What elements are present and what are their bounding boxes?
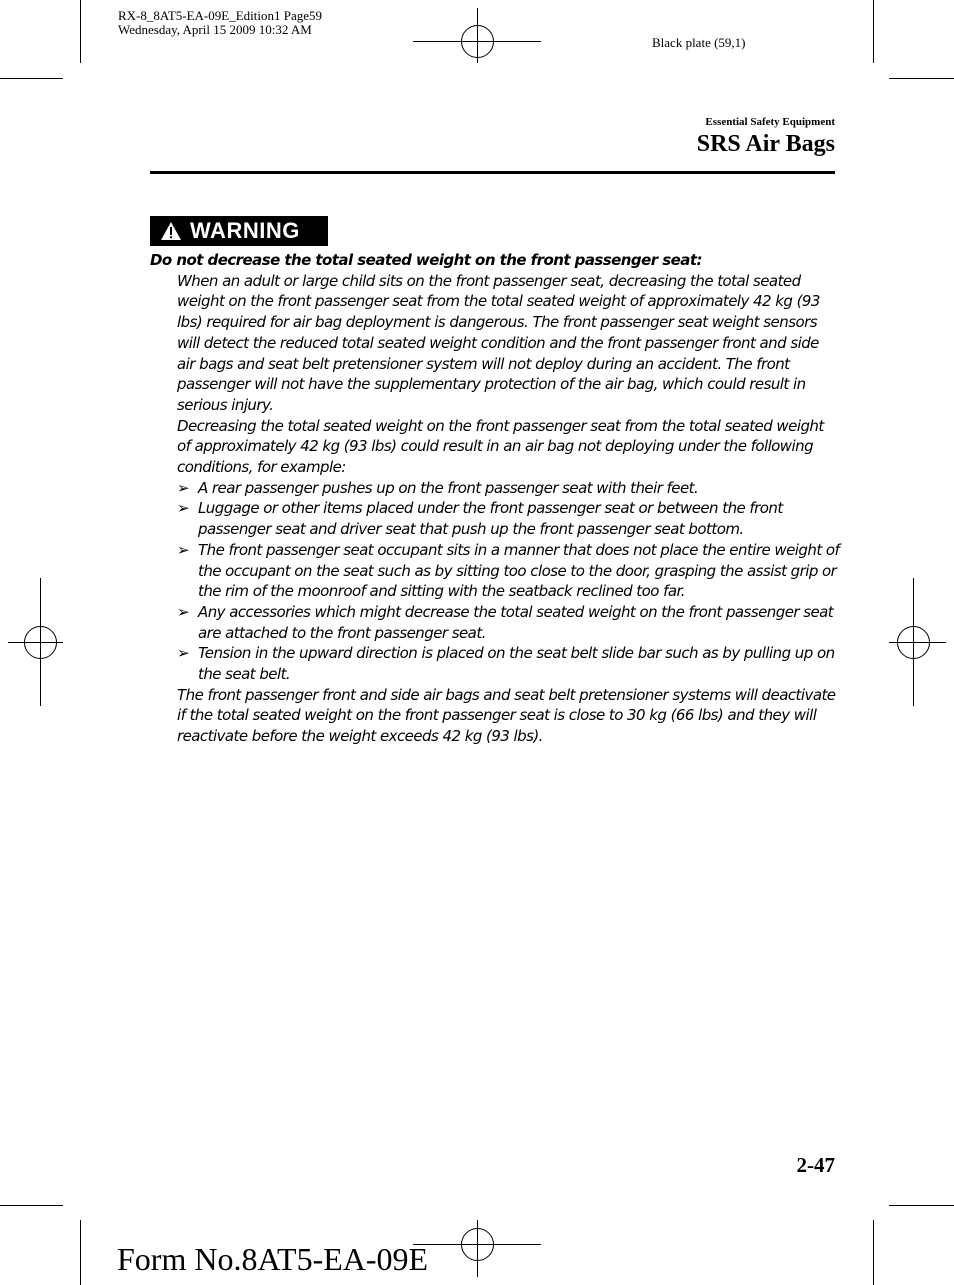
list-item	[177, 498, 840, 539]
arrow-bullet-icon: ➢	[177, 644, 190, 663]
page-title: SRS Air Bags	[696, 131, 835, 157]
list-item-text: Luggage or other items placed under the front passenger seat or between the front passenger seat and driver seat that push up the front passenger seat bottom.	[198, 499, 783, 539]
warning-lead: Decreasing the total seated weight on the front passenger seat from the total seated weight of approximately 42 kg (93 lbs) could result in an air bag not deploying under the following conditions, for example:	[177, 416, 824, 477]
list-item-text: The front passenger seat occupant sits in a manner that does not place the entire weight of the occupant on the seat such as by sitting too close to the door, grasping the assist grip or the rim of the moonroof and sitting with the seatback reclined too far.	[198, 540, 840, 601]
warning-intro: When an adult or large child sits on the front passenger seat, decreasing the total seated weight on the front passenger seat from the total seated weight of approximately 42 kg (93 lbs) required for air bag deployment is dangerous. The front passenger seat weight sensors will detect the reduced total seated weight condition and the front passenger front and side air bags and seat belt pretensioner system will not deploy during an accident. The front passenger will not have the supplementary protection of the air bag, which could result in serious injury.	[177, 271, 820, 414]
arrow-bullet-icon: ➢	[177, 478, 190, 497]
warning-label: WARNING	[190, 218, 300, 243]
list-item	[177, 540, 840, 602]
list-item-text: Tension in the upward direction is placed on the seat belt slide bar such as by pulling up on the seat belt.	[198, 644, 835, 684]
arrow-bullet-icon: ➢	[177, 499, 190, 518]
print-plate: Black plate (59,1)	[652, 35, 746, 50]
warning-closing: The front passenger front and side air bags and seat belt pretensioner systems will deactivate if the total seated weight on the front passenger seat is close to 30 kg (66 lbs) and they will reactivate before the weight exceeds 42 kg (93 lbs).	[177, 685, 836, 746]
list-item	[177, 478, 840, 499]
print-date-line: Wednesday, April 15 2009 10:32 AM	[118, 22, 312, 37]
title-rule	[150, 171, 835, 174]
section-label: Essential Safety Equipment	[705, 116, 835, 128]
arrow-bullet-icon: ➢	[177, 540, 190, 559]
warning-triangle-icon	[160, 221, 182, 241]
form-number: Form No.8AT5-EA-09E	[117, 1241, 429, 1277]
warning-banner	[150, 216, 328, 246]
arrow-bullet-icon: ➢	[177, 602, 190, 621]
list-item	[177, 643, 840, 684]
warning-heading: Do not decrease the total seated weight on the front passenger seat:	[150, 251, 702, 269]
list-item-text: Any accessories which might decrease the total seated weight on the front passenger seat are attached to the front passenger seat.	[198, 602, 834, 642]
list-item	[177, 602, 840, 643]
warning-content	[150, 250, 840, 747]
list-item-text: A rear passenger pushes up on the front passenger seat with their feet.	[198, 478, 699, 497]
page-number: 2-47	[796, 1153, 835, 1177]
print-file-line: RX-8_8AT5-EA-09E_Edition1 Page59	[118, 8, 323, 23]
condition-list	[150, 478, 840, 685]
